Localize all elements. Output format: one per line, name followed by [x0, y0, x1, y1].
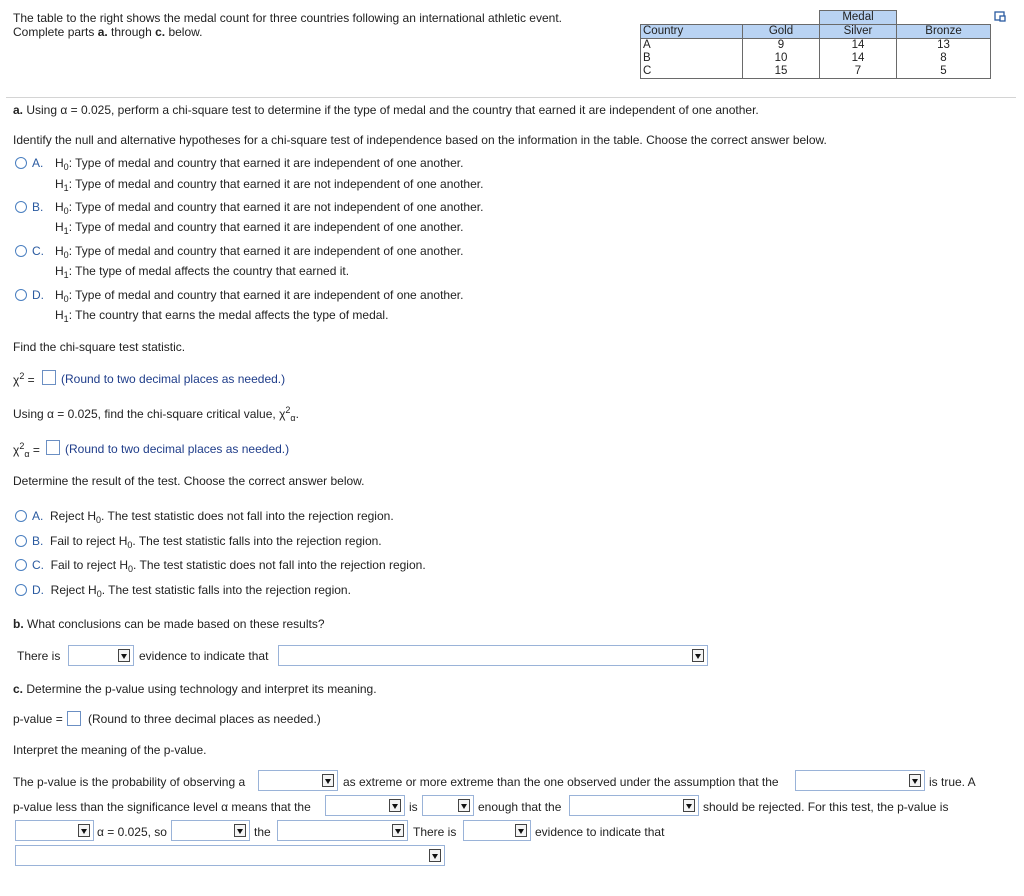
medal-group-header: Medal [820, 11, 897, 25]
hyp-option-c-radio[interactable] [15, 245, 27, 257]
result-option-d[interactable]: D. Reject $H_0$. The test statistic falls into the rejection region. [32, 583, 351, 599]
section-divider [6, 97, 1016, 98]
hypothesis-choice-dropdown[interactable] [277, 820, 408, 841]
hyp-option-b-h0: $H_0$: Type of medal and country that earned it are not independent of one another. [55, 200, 484, 216]
result-option-b-radio[interactable] [15, 535, 27, 547]
s3-text-b: the [254, 825, 271, 839]
s2-text-a: p-value less than the significance level α means that the [13, 800, 311, 814]
hyp-option-c[interactable]: C. [32, 244, 44, 258]
popout-icon[interactable] [994, 10, 1006, 22]
hyp-option-d-radio[interactable] [15, 289, 27, 301]
medal-table [640, 10, 991, 79]
find-statistic-prompt: Find the chi-square test statistic. [13, 340, 186, 354]
s1-text-b: as extreme or more extreme than the one observed under the assumption that the [343, 775, 779, 789]
chevron-down-icon [515, 824, 527, 837]
hyp-option-d-h0: $H_0$: Type of medal and country that earned it are independent of one another. [55, 288, 464, 304]
table-row: A 9 14 13 [641, 39, 991, 53]
col-header-country: Country [641, 25, 743, 39]
critical-value-prompt: Using α = 0.025, find the chi-square critical value, $\chi^2_\alpha$. [13, 405, 299, 423]
hyp-option-b-h1: $H_1$: Type of medal and country that earned it are independent of one another. [55, 220, 464, 236]
hyp-option-c-h0: $H_0$: Type of medal and country that earned it are independent of one another. [55, 244, 464, 260]
s2-text-c: is [409, 800, 418, 814]
hyp-option-d-h1: $H_1$: The country that earns the medal affects the type of medal. [55, 308, 389, 324]
hyp-option-b[interactable]: B. [32, 200, 44, 214]
part-b-evidence: evidence to indicate that [139, 649, 269, 663]
result-option-a[interactable]: A. Reject $H_0$. The test statistic does not fall into the rejection region. [32, 509, 394, 525]
s3-text-a: α = 0.025, so [97, 825, 167, 839]
hyp-option-a-h1: $H_1$: Type of medal and country that earned it are not independent of one another. [55, 177, 484, 193]
chevron-down-icon [429, 849, 441, 862]
chevron-down-icon [392, 824, 404, 837]
part-b-there-is: There is [17, 649, 61, 663]
result-option-c-radio[interactable] [15, 559, 27, 571]
col-header-bronze: Bronze [897, 25, 991, 39]
intro-line2: Complete parts a. through c. below. [13, 25, 203, 39]
pvalue-comparison-dropdown[interactable] [15, 820, 94, 841]
col-header-silver: Silver [820, 25, 897, 39]
intro-line1: The table to the right shows the medal count for three countries following an international athletic event. [13, 11, 562, 25]
determine-result-prompt: Determine the result of the test. Choose the correct answer below. [13, 474, 365, 488]
part-a-prompt: a. Using α = 0.025, perform a chi-square test to determine if the type of medal and the country that earned it are independent of one another. [13, 103, 759, 117]
s3-text-d: evidence to indicate that [535, 825, 665, 839]
likelihood-dropdown[interactable] [422, 795, 474, 816]
chi-square-label: $\chi^2$ = [13, 371, 35, 387]
round-three-hint: (Round to three decimal places as needed.) [88, 712, 321, 726]
evidence-level-dropdown[interactable] [463, 820, 531, 841]
critical-value-input[interactable] [46, 440, 60, 455]
table-row: C 15 7 5 [641, 65, 991, 79]
hypotheses-question: Identify the null and alternative hypotheses for a chi-square test of independence based on the information in the table. Choose the correct answer below. [13, 133, 827, 147]
final-conclusion-dropdown[interactable] [15, 845, 445, 866]
problem-intro [13, 11, 562, 39]
chevron-down-icon [78, 824, 90, 837]
s2-text-e: should be rejected. For this test, the p-value is [703, 800, 949, 814]
hyp-option-a[interactable]: A. [32, 156, 44, 170]
rejected-hypothesis-dropdown[interactable] [569, 795, 699, 816]
part-b-prompt: b. What conclusions can be made based on these results? [13, 617, 325, 631]
chevron-down-icon [692, 649, 704, 662]
result-option-d-radio[interactable] [15, 584, 27, 596]
chi-square-input[interactable] [42, 370, 56, 385]
s1-text-c: is true. A [929, 775, 976, 789]
conclusion-dropdown[interactable] [278, 645, 708, 666]
hyp-option-c-h1: $H_1$: The type of medal affects the country that earned it. [55, 264, 350, 280]
critical-value-label: $\chi^2_\alpha$ = [13, 441, 40, 459]
chevron-down-icon [118, 649, 130, 662]
result-option-c[interactable]: C. Fail to reject $H_0$. The test statistic does not fall into the rejection region. [32, 558, 426, 574]
table-corner [641, 11, 743, 25]
round-two-hint-critical: (Round to two decimal places as needed.) [65, 442, 290, 456]
evidence-strength-dropdown[interactable] [68, 645, 134, 666]
observation-type-dropdown[interactable] [258, 770, 338, 791]
interpret-prompt: Interpret the meaning of the p-value. [13, 743, 207, 757]
probability-term-dropdown[interactable] [325, 795, 405, 816]
s1-text-a: The p-value is the probability of observing a [13, 775, 246, 789]
s3-text-c: There is [413, 825, 457, 839]
p-value-label: p-value = [13, 712, 63, 726]
col-header-gold: Gold [743, 25, 820, 39]
chevron-down-icon [322, 774, 334, 787]
hyp-option-a-h0: $H_0$: Type of medal and country that earned it are independent of one another. [55, 156, 464, 172]
part-c-prompt: c. Determine the p-value using technology and interpret its meaning. [13, 682, 377, 696]
hypothesis-type-dropdown[interactable] [795, 770, 925, 791]
table-row: B 10 14 8 [641, 52, 991, 65]
result-option-b[interactable]: B. Fail to reject $H_0$. The test statistic falls into the rejection region. [32, 534, 382, 550]
chevron-down-icon [234, 824, 246, 837]
hyp-option-b-radio[interactable] [15, 201, 27, 213]
chevron-down-icon [389, 799, 401, 812]
hyp-option-a-radio[interactable] [15, 157, 27, 169]
round-two-hint: (Round to two decimal places as needed.) [61, 372, 286, 386]
chevron-down-icon [909, 774, 921, 787]
hyp-option-d[interactable]: D. [32, 288, 44, 302]
chevron-down-icon [458, 799, 470, 812]
chevron-down-icon [683, 799, 695, 812]
p-value-input[interactable] [67, 711, 81, 726]
s2-text-d: enough that the [478, 800, 562, 814]
result-option-a-radio[interactable] [15, 510, 27, 522]
decision-dropdown[interactable] [171, 820, 250, 841]
